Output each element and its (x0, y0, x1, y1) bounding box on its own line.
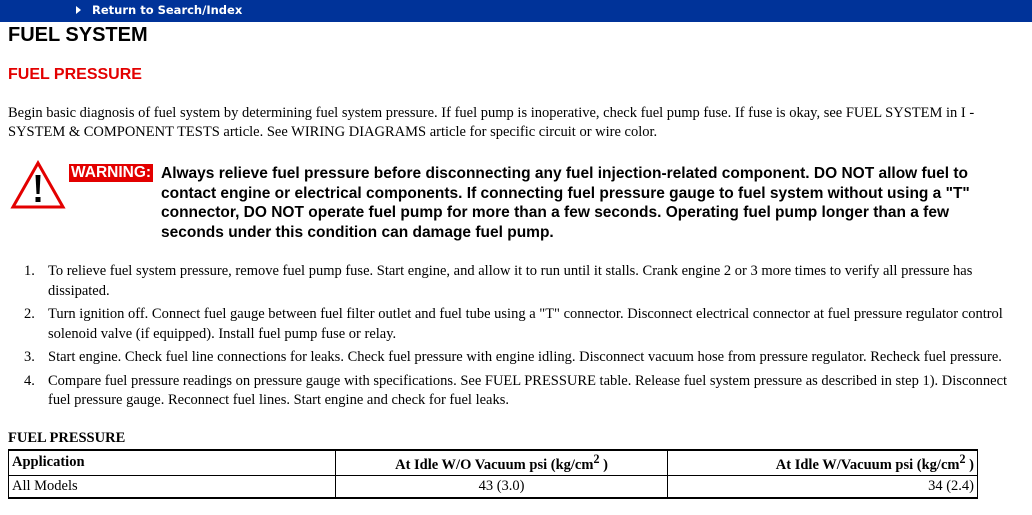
header-vacuum (668, 450, 978, 475)
step-number: 1. (24, 263, 35, 279)
header-no-vacuum-end: ) (599, 456, 608, 473)
header-no-vacuum-sup: 2 (593, 452, 600, 466)
warning-triangle-icon (10, 160, 66, 210)
warning-text: Always relieve fuel pressure before disconnecting any fuel injection-related component. DO NOT allow fuel to contact engine or electrical components. If connecting fuel pressure gauge to fuel system without using a "T" connector, DO NOT operate fuel pump for more than a few seconds. Operating fuel pump longer than a few seconds under this condition can damage fuel pump. (161, 165, 970, 241)
warning-label: WARNING: (71, 164, 152, 181)
list-item (0, 305, 1032, 344)
section-title: FUEL PRESSURE (8, 66, 142, 83)
list-item (0, 372, 1032, 411)
step-number: 2. (24, 306, 35, 322)
cell-vacuum: 34 (2.4) (668, 475, 978, 498)
return-to-search-link[interactable]: Return to Search/Index (92, 3, 243, 17)
page-title: FUEL SYSTEM (8, 24, 148, 46)
cell-application: All Models (9, 475, 336, 498)
table-header-row (9, 450, 978, 475)
intro-paragraph: Begin basic diagnosis of fuel system by determining fuel system pressure. If fuel pump is inoperative, check fuel pump fuse. If fuse is okay, see FUEL SYSTEM in I - SYSTEM & COMPONENT TESTS article. See WIRING DIAGRAMS article for specific circuit or wire color. (8, 105, 975, 140)
step-text: To relieve fuel system pressure, remove fuel pump fuse. Start engine, and allow it to run until it stalls. Crank engine 2 or 3 more times to verify all pressure has dissipated. (48, 263, 973, 299)
step-number: 3. (24, 349, 35, 365)
header-no-vacuum (336, 450, 668, 475)
header-vacuum-sup: 2 (959, 452, 966, 466)
header-vacuum-text: At Idle W/Vacuum psi (kg/cm (775, 456, 960, 473)
table-row (9, 475, 978, 498)
step-number: 4. (24, 372, 35, 389)
step-text: Compare fuel pressure readings on pressure gauge with specifications. See FUEL PRESSURE table. Release fuel system pressure as described in step 1). Disconnect fuel pressure gauge. Reconnect fuel lines. Start engine and check for fuel leaks. (48, 372, 1008, 408)
header-vacuum-end: ) (965, 456, 974, 473)
header-no-vacuum-text: At Idle W/O Vacuum psi (kg/cm (395, 456, 594, 473)
arrow-right-icon (76, 6, 81, 14)
list-item (0, 262, 1032, 301)
list-item (0, 348, 1032, 368)
fuel-pressure-table (8, 449, 978, 499)
procedure-steps (0, 262, 1032, 415)
header-application: Application (9, 450, 336, 475)
top-nav-bar (0, 0, 1032, 22)
step-text: Turn ignition off. Connect fuel gauge between fuel filter outlet and fuel tube using a "T" connector. Disconnect electrical connector at fuel pressure regulator control solenoid valve (if equipped). Install fuel pump fuse or relay. (48, 306, 1003, 342)
cell-no-vacuum: 43 (3.0) (336, 475, 668, 498)
table-title: FUEL PRESSURE (8, 430, 126, 446)
step-text: Start engine. Check fuel line connections for leaks. Check fuel pressure with engine idling. Disconnect vacuum hose from pressure regulator. Recheck fuel pressure. (48, 349, 1002, 365)
